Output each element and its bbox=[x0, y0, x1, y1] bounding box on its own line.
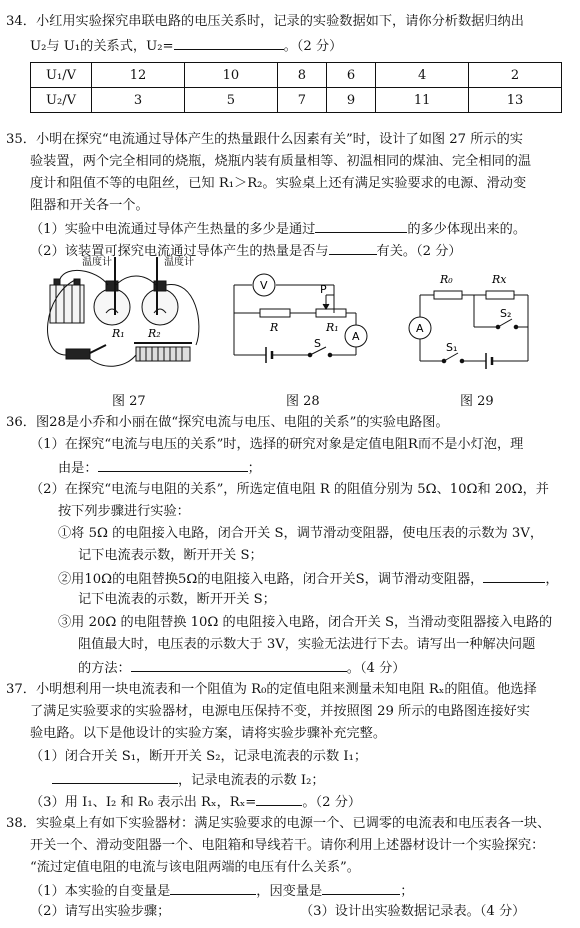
fig28-a-label: A bbox=[352, 330, 360, 343]
table-cell: 2 bbox=[469, 63, 562, 88]
row-label-u2: U₂/V bbox=[31, 88, 92, 113]
row-label-u1: U₁/V bbox=[31, 63, 92, 88]
fig27-caption: 图 27 bbox=[112, 394, 146, 409]
q36-line1: 36．图28是小乔和小丽在做“探究电流与电压、电阻的关系”的实验电路图。 bbox=[6, 415, 449, 430]
fig27-r2: R₂ bbox=[148, 327, 161, 340]
q34-line1: 34．小红用实验探究串联电路的电压关系时，记录的实验数据如下，请你分析数据归纳出 bbox=[6, 14, 524, 29]
q35-sub2-blank[interactable] bbox=[329, 241, 377, 255]
fig27-r1: R₁ bbox=[112, 327, 125, 340]
q36-sub1-text: 由是： bbox=[58, 461, 98, 476]
q36-sub1b bbox=[58, 458, 261, 478]
q38-sub1-text: （1）本实验的自变量是 bbox=[30, 884, 171, 899]
q36-sub1-blank[interactable] bbox=[98, 458, 248, 472]
fig28-rheostat-r1 bbox=[316, 309, 346, 317]
q35-sub2-tail: 有关。（2 分） bbox=[376, 244, 462, 259]
fig29-caption: 图 29 bbox=[460, 394, 494, 409]
fig28-caption: 图 28 bbox=[286, 394, 320, 409]
q38-line1: 38．实验桌上有如下实验器材：满足实验要求的电源一个、已调零的电流表和电压表各一块、 bbox=[6, 816, 551, 831]
q37-sub2-blank[interactable] bbox=[52, 770, 178, 784]
q36-step2c: 记下电流表的示数，断开开关 S； bbox=[78, 592, 276, 607]
q37-line2: 了满足实验要求的实验器材，电源电压保持不变，并按照图 29 所示的电路图连接好实 bbox=[30, 704, 530, 719]
q35-line2: 验装置，两个完全相同的烧瓶，烧瓶内装有质量相等、初温相同的煤油、完全相同的温 bbox=[30, 154, 532, 169]
table-cell: 5 bbox=[184, 88, 277, 113]
q36-sub2a: （2）在探究“电流与电阻的关系”，所选定值电阻 R 的阻值分别为 5Ω、10Ω和 20Ω，并 bbox=[30, 482, 549, 497]
q36-step3b: 阻值最大时，电压表的示数大于 3V，实验无法进行下去。请写出一种解决问题 bbox=[78, 637, 536, 652]
fig28-p-label: P bbox=[320, 283, 327, 296]
q34-data-table bbox=[30, 62, 562, 113]
fig28-resistor-r bbox=[260, 309, 290, 317]
fig29-s2-label: S₂ bbox=[500, 307, 512, 320]
table-row bbox=[31, 88, 562, 113]
q36-step2a bbox=[58, 569, 559, 589]
table-cell: 3 bbox=[92, 88, 185, 113]
q38-sub3: （3）设计出实验数据记录表。（4 分） bbox=[300, 904, 526, 919]
q36-step3-score: 。（4 分） bbox=[346, 661, 406, 676]
q36-step2-text: ②用10Ω的电阻替换5Ω的电阻接入电路，闭合开关S，调节滑动变阻器， bbox=[58, 572, 484, 587]
figure-29 bbox=[404, 265, 540, 375]
fig29-a-label: A bbox=[416, 322, 424, 335]
q37-sub2-text: ，记录电流表的示数 I₂； bbox=[178, 773, 325, 788]
q36-step3-text: 的方法： bbox=[78, 661, 131, 676]
q38-sub1-blank-2[interactable] bbox=[322, 881, 400, 895]
switch bbox=[66, 349, 90, 359]
q37-sub3-blank[interactable] bbox=[256, 792, 302, 806]
battery-box bbox=[50, 285, 84, 323]
fig28-r-label: R bbox=[270, 321, 279, 334]
table-cell: 7 bbox=[277, 88, 326, 113]
q36-step3a: ③用 20Ω 的电阻替换 10Ω 的电阻接入电路，闭合开关 S，当滑动变阻器接入电路的 bbox=[58, 615, 553, 630]
fig28-r1-label: R₁ bbox=[326, 321, 339, 334]
q36-step1a: ①将 5Ω 的电阻接入电路，闭合开关 S，调节滑动变阻器，使电压表的示数为 3V， bbox=[58, 526, 544, 541]
q37-sub2 bbox=[52, 770, 325, 790]
fig29-resistor-r0 bbox=[434, 291, 462, 299]
q34-answer-blank[interactable] bbox=[174, 36, 284, 50]
figure-28 bbox=[226, 265, 378, 375]
q37-sub3-score: 。（2 分） bbox=[302, 795, 362, 810]
table-cell: 13 bbox=[469, 88, 562, 113]
q36-step2-blank[interactable] bbox=[483, 569, 545, 583]
q36-sub1-end: ； bbox=[247, 461, 261, 476]
q38-line2: 开关一个、滑动变阻器一个、电阻箱和导线若干。请你利用上述器材设计一个实验探究： bbox=[30, 838, 545, 853]
q36-sub1a: （1）在探究“电流与电压的关系”时，选择的研究对象是定值电阻R而不是小灯泡，理 bbox=[30, 437, 524, 452]
q38-sub1-blank-1[interactable] bbox=[170, 881, 256, 895]
q37-sub1: （1）闭合开关 S₁，断开开关 S₂，记录电流表的示数 I₁； bbox=[30, 749, 368, 764]
fig29-s1-label: S₁ bbox=[446, 341, 458, 354]
q35-line4: 阻器和开关各一个。 bbox=[30, 198, 149, 213]
q35-sub1-text: （1）实验中电流通过导体产生热量的多少是通过 bbox=[30, 222, 316, 237]
fig28-v-label: V bbox=[260, 279, 268, 292]
q35-line3: 度计和阻值不等的电阻丝，已知 R₁＞R₂。实验桌上还有满足实验要求的电源、滑动变 bbox=[30, 176, 527, 191]
q35-sub1 bbox=[30, 219, 526, 239]
fig29-rx-label: Rx bbox=[492, 273, 507, 286]
q35-sub2-text: （2）该装置可探究电流通过导体产生的热量是否与 bbox=[30, 244, 329, 259]
table-cell: 11 bbox=[376, 88, 469, 113]
table-cell: 6 bbox=[326, 63, 375, 88]
flask-left bbox=[94, 289, 130, 325]
table-cell: 8 bbox=[277, 63, 326, 88]
fig29-r0-label: R₀ bbox=[440, 273, 453, 286]
q38-sub1-mid: ，因变量是 bbox=[256, 884, 323, 899]
q36-step3c bbox=[78, 658, 405, 678]
q38-line3: “流过定值电阻的电流与该电阻两端的电压有什么关系”。 bbox=[30, 860, 360, 875]
q36-step3-blank[interactable] bbox=[131, 658, 347, 672]
thermo-label-right: 温度计 bbox=[164, 257, 194, 268]
q36-step2-comma: ， bbox=[545, 572, 559, 587]
flask-right bbox=[142, 289, 178, 325]
q36-step1b: 记下电流表示数，断开开关 S； bbox=[78, 548, 263, 563]
q35-line1: 35．小明在探究“电流通过导体产生的热量跟什么因素有关”时，设计了如图 27 所示的实 bbox=[6, 132, 523, 147]
q38-sub1 bbox=[30, 881, 413, 901]
figure-27 bbox=[36, 255, 216, 385]
q34-line2-text: U₂与 U₁的关系式，U₂= bbox=[30, 39, 174, 54]
fig28-s-label: S bbox=[314, 337, 321, 350]
fig29-resistor-rx bbox=[486, 291, 514, 299]
q38-sub2: （2）请写出实验步骤； bbox=[30, 904, 171, 919]
table-cell: 4 bbox=[376, 63, 469, 88]
table-cell: 12 bbox=[92, 63, 185, 88]
q38-sub1-end: ； bbox=[400, 884, 414, 899]
q35-sub1-blank[interactable] bbox=[315, 219, 407, 233]
q34-line2 bbox=[30, 36, 342, 56]
thermo-label-left: 温度计 bbox=[82, 257, 112, 268]
q35-sub1-tail: 的多少体现出来的。 bbox=[407, 222, 527, 237]
table-cell: 9 bbox=[326, 88, 375, 113]
table-row bbox=[31, 63, 562, 88]
q37-line1: 37．小明想利用一块电流表和一个阻值为 R₀的定值电阻来测量未知电阻 Rₓ的阻值。他选择 bbox=[6, 682, 537, 697]
q36-sub2b: 按下列步骤进行实验： bbox=[58, 504, 190, 519]
table-cell: 10 bbox=[184, 63, 277, 88]
q37-line3: 验电路。以下是他设计的实验方案，请将实验步骤补充完整。 bbox=[30, 726, 387, 741]
q37-sub3 bbox=[30, 792, 361, 812]
q37-sub3-text: （3）用 I₁、I₂ 和 R₀ 表示出 Rₓ，Rₓ= bbox=[30, 795, 257, 810]
q34-score: 。（2 分） bbox=[283, 39, 343, 54]
